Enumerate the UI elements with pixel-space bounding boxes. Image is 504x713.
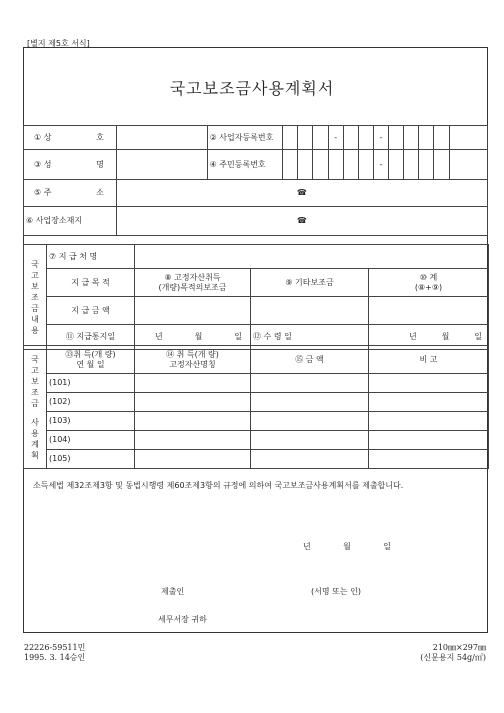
id-digit-cell[interactable] — [313, 150, 328, 180]
plan-cell[interactable] — [135, 431, 251, 450]
plan-cell[interactable] — [251, 374, 369, 393]
submission-statement: 소득세법 제32조제3항 및 동법시행령 제60조제3항의 규정에 의하여 국고보조금사용계획서를 제출합니다. — [33, 481, 404, 490]
id-digit-cell[interactable] — [389, 150, 404, 180]
reg-digit-cell[interactable] — [434, 126, 449, 150]
reg-digit-cell[interactable] — [298, 126, 313, 150]
plan-cell[interactable] — [135, 412, 251, 431]
id-digit-cell[interactable] — [419, 150, 434, 180]
id-digit-cell[interactable] — [404, 150, 419, 180]
plan-cell[interactable] — [369, 412, 489, 431]
other-subsidy-amount-field[interactable] — [251, 297, 369, 325]
plan-cell[interactable] — [135, 393, 251, 412]
id-digit-cell[interactable] — [298, 150, 313, 180]
resident-number-label: ④ 주민등록번호 — [207, 150, 283, 180]
id-digit-cell[interactable] — [434, 150, 449, 180]
owner-name-field[interactable] — [116, 150, 207, 180]
plan-row-number: (103) — [47, 412, 135, 431]
fixed-asset-amount-field[interactable] — [135, 297, 251, 325]
plan-amount-header: ⑮ 금 액 — [251, 346, 369, 374]
reg-dash: - — [328, 126, 343, 150]
signature-label: (서명 또는 인) — [311, 587, 361, 596]
pay-notice-date-label: ⑪ 지급통지일 — [47, 325, 135, 350]
asset-name-header: ⑭ 취 득(개 량) 고정자산명칭 — [135, 346, 251, 374]
receive-date-field[interactable]: 년 월 일 — [369, 325, 489, 350]
business-reg-number-label: ② 사업자등록번호 — [207, 126, 283, 150]
paper-size: 210㎜×297㎜ — [432, 643, 486, 652]
pay-notice-date-field[interactable]: 년 월 일 — [135, 325, 251, 350]
paper-type: (신문용지 54g/㎡) — [420, 653, 486, 662]
form-number-label: [별지 제5호 서식] — [27, 39, 90, 48]
receive-date-label: ⑫ 수 령 일 — [251, 325, 369, 350]
plan-row-number: (104) — [47, 431, 135, 450]
submitter-label: 제출인 — [161, 587, 185, 596]
acquisition-date-header: ⑬취 득(개 량) 연 월 일 — [47, 346, 135, 374]
form-title: 국고보조금사용계획서 — [169, 79, 335, 98]
phone-icon: ☎ — [296, 216, 307, 225]
plan-cell[interactable] — [251, 393, 369, 412]
reg-digit-cell[interactable] — [358, 126, 373, 150]
total-amount-field[interactable] — [369, 297, 489, 325]
address-label: ⑤ 주 소 — [24, 180, 117, 207]
amount-label: 지 급 금 액 — [47, 297, 135, 325]
plan-cell[interactable] — [135, 374, 251, 393]
reg-digit-cell[interactable] — [313, 126, 328, 150]
form-code: 22226-59511민 — [24, 643, 86, 652]
plan-cell[interactable] — [251, 450, 369, 469]
id-digit-cell[interactable] — [283, 150, 298, 180]
business-name-field[interactable] — [116, 126, 207, 150]
reg-digit-cell[interactable] — [404, 126, 419, 150]
applicant-info-table — [23, 125, 488, 236]
id-digit-cell[interactable] — [358, 150, 373, 180]
plan-row-number: (101) — [47, 374, 135, 393]
plan-cell[interactable] — [369, 450, 489, 469]
payee-field[interactable] — [135, 245, 489, 269]
business-name-label: ① 상 호 — [24, 126, 117, 150]
plan-row-number: (105) — [47, 450, 135, 469]
plan-cell[interactable] — [369, 374, 489, 393]
id-digit-cell[interactable] — [328, 150, 343, 180]
plan-cell[interactable] — [369, 431, 489, 450]
purpose-label: 지 급 목 적 — [47, 269, 135, 297]
remarks-header: 비 고 — [369, 346, 489, 374]
payee-label: ⑦ 지 급 처 명 — [47, 245, 135, 269]
plan-cell[interactable] — [251, 412, 369, 431]
subsidy-detail-table — [23, 244, 489, 350]
other-subsidy-header: ⑨ 기타보조금 — [251, 269, 369, 297]
business-location-label: ⑥ 사업장소재지 — [24, 207, 117, 236]
plan-row-number: (102) — [47, 393, 135, 412]
approval-date: 1995. 3. 14승인 — [24, 653, 86, 662]
plan-cell[interactable] — [251, 431, 369, 450]
reg-digit-cell[interactable] — [343, 126, 358, 150]
reg-digit-cell[interactable] — [389, 126, 404, 150]
owner-name-label: ③ 성 명 — [24, 150, 117, 180]
address-field[interactable] — [116, 180, 487, 207]
usage-plan-table — [23, 345, 489, 469]
subsidy-content-side-label: 국 고 보 조 금 내 용 — [24, 245, 47, 350]
fixed-asset-subsidy-header: ⑧ 고정자산취득 (개량)목적의보조금 — [135, 269, 251, 297]
id-dash: - — [373, 150, 388, 180]
reg-digit-cell[interactable] — [283, 126, 298, 150]
reg-dash: - — [373, 126, 388, 150]
plan-cell[interactable] — [369, 393, 489, 412]
id-digit-cell[interactable] — [343, 150, 358, 180]
reg-digit-cell[interactable] — [419, 126, 434, 150]
id-digit-cell[interactable] — [449, 150, 487, 180]
submission-date: 년 월 일 — [303, 542, 391, 551]
phone-icon: ☎ — [296, 188, 307, 197]
plan-cell[interactable] — [135, 450, 251, 469]
total-header: ⑩ 계 (⑧+⑨) — [369, 269, 489, 297]
usage-plan-side-label: 국 고 보 조 금 사 용 계 획 — [24, 346, 47, 469]
reg-digit-cell[interactable] — [449, 126, 487, 150]
recipient-label: 세무서장 귀하 — [158, 615, 207, 624]
business-location-field[interactable] — [116, 207, 487, 236]
